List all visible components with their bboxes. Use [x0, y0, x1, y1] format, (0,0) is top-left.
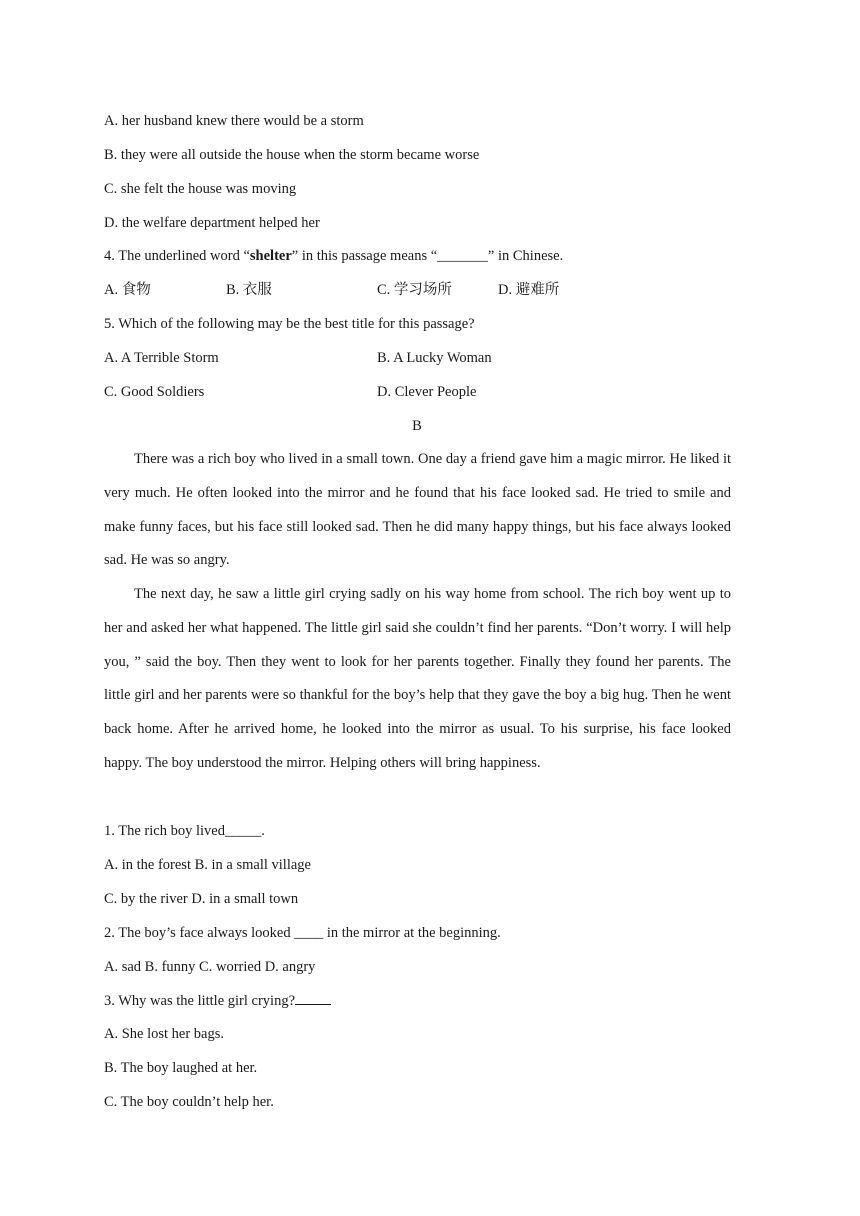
answer-blank — [295, 990, 331, 1005]
b-q3-text: 3. Why was the little girl crying? — [104, 993, 296, 1009]
q5-option-b: B. A Lucky Woman — [377, 350, 492, 366]
b-q2-question: 2. The boy’s face always looked ____ in the mirror at the beginning. — [104, 925, 501, 941]
q5-option-d: D. Clever People — [377, 384, 477, 400]
q5-option-c: C. Good Soldiers — [104, 384, 205, 400]
b-q2-options: A. sad B. funny C. worried D. angry — [104, 959, 316, 975]
q4-prefix: 4. The underlined word “ — [104, 248, 250, 264]
b-q1-options-line1: A. in the forest B. in a small village — [104, 857, 311, 873]
q3-option-c: C. she felt the house was moving — [104, 181, 297, 197]
q4-option-a: A. 食物 — [104, 282, 151, 298]
b-q1-options-line2: C. by the river D. in a small town — [104, 891, 299, 907]
q4-underlined-word: shelter — [249, 248, 292, 264]
q3-option-b: B. they were all outside the house when the storm became worse — [104, 147, 480, 163]
q3-option-a: A. her husband knew there would be a storm — [104, 113, 364, 129]
passage-paragraph-2: The next day, he saw a little girl crying sadly on his way home from school. The rich boy went up to her and asked her what happened. The little girl said she couldn’t find her parents. “Don’t worry. I will help you, ” said the boy. Then they went to look for her parents together. Finally they found her parents. The little girl and her parents were so thankful for the boy’s help that they gave the boy a big hug. Then he went back home. After he arrived home, he looked into the mirror as usual. To his surprise, his face looked happy. The boy understood the mirror. Helping others will bring happiness. — [104, 586, 731, 771]
b-q3-question — [104, 990, 331, 1011]
q4-suffix: ” in Chinese. — [487, 248, 564, 264]
q4-question — [104, 246, 563, 266]
q5-option-a: A. A Terrible Storm — [104, 350, 219, 366]
passage-paragraph-1: There was a rich boy who lived in a small town. One day a friend gave him a magic mirror. He liked it very much. He often looked into the mirror and he found that his face looked sad. He tried to smile and make funny faces, but his face still looked sad. Then he did many happy things, but his face always looked sad. He was so angry. — [104, 451, 731, 569]
q5-question: 5. Which of the following may be the best title for this passage? — [104, 316, 475, 332]
q4-option-d: D. 避难所 — [498, 282, 560, 298]
b-q3-option-b: B. The boy laughed at her. — [104, 1060, 258, 1076]
b-q3-option-c: C. The boy couldn’t help her. — [104, 1094, 274, 1110]
b-q1-question: 1. The rich boy lived_____. — [104, 823, 265, 839]
q4-middle: ” in this passage means “ — [291, 248, 438, 264]
q4-blank: _______ — [437, 248, 488, 264]
b-q3-option-a: A. She lost her bags. — [104, 1026, 225, 1042]
q4-option-c: C. 学习场所 — [377, 282, 452, 298]
section-b-heading: B — [412, 418, 422, 434]
q3-option-d: D. the welfare department helped her — [104, 215, 320, 231]
q4-option-b: B. 衣服 — [226, 282, 272, 298]
